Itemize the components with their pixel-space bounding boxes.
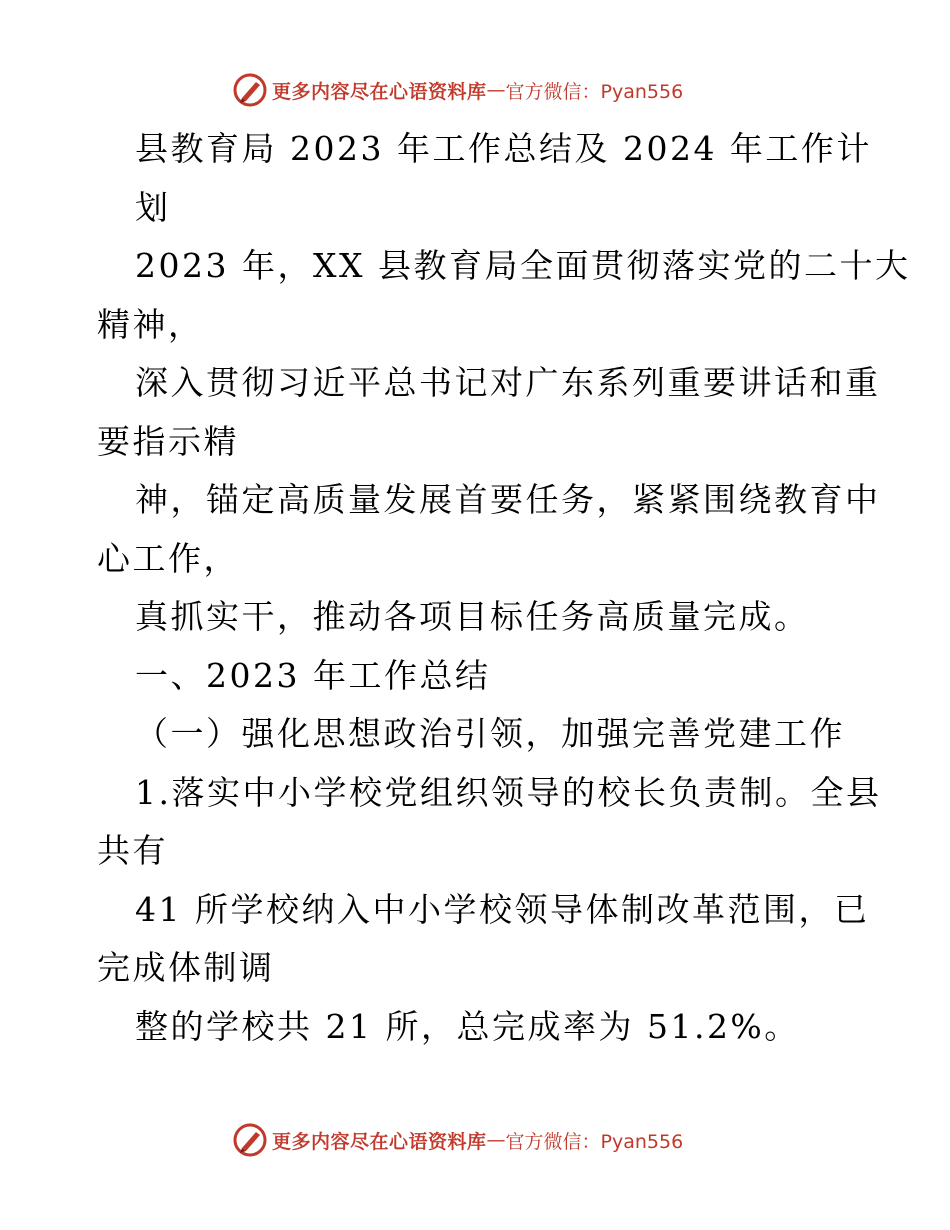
paragraph-line: 整的学校共 21 所，总完成率为 51.2%。 (135, 1006, 800, 1046)
watermark-site-text: 更多内容尽在心语资料库 (272, 80, 487, 103)
watermark-dash: — (486, 1129, 506, 1151)
paragraph-line: 神，锚定高质量发展首要任务，紧紧围绕教育中 (135, 480, 881, 519)
title-line-1: 县教育局 2023 年工作总结及 2024 年工作计 (135, 129, 872, 168)
paragraph-line: 共有 (97, 831, 168, 870)
watermark-site-text: 更多内容尽在心语资料库 (272, 1130, 487, 1153)
pen-logo-icon (232, 72, 268, 108)
paragraph-line: 精神， (97, 304, 204, 344)
watermark-dash: — (486, 79, 506, 101)
document-body (97, 120, 911, 1056)
section-heading: 一、2023 年工作总结 (135, 655, 491, 695)
paragraph-line: 完成体制调 (97, 948, 275, 987)
watermark-wechat-text: 官方微信：Pyan556 (505, 1130, 684, 1153)
paragraph-line: 2023 年，XX 县教育局全面贯彻落实党的二十大 (135, 246, 911, 285)
title-line-2: 划 (135, 187, 171, 227)
paragraph-line: 心工作， (97, 538, 239, 578)
pen-logo-icon (232, 1122, 268, 1158)
watermark-banner-bottom (232, 1120, 732, 1160)
paragraph-line: 真抓实干，推动各项目标任务高质量完成。 (135, 597, 810, 636)
subsection-heading: （一）强化思想政治引领，加强完善党建工作 (135, 714, 845, 753)
paragraph-line: 深入贯彻习近平总书记对广东系列重要讲话和重 (135, 363, 881, 402)
paragraph-line: 1.落实中小学校党组织领导的校长负责制。全县 (135, 772, 882, 812)
watermark-banner-top (232, 70, 732, 110)
paragraph-line: 41 所学校纳入中小学校领导体制改革范围，已 (135, 889, 870, 929)
paragraph-line: 要指示精 (97, 421, 239, 461)
watermark-wechat-text: 官方微信：Pyan556 (505, 80, 684, 103)
